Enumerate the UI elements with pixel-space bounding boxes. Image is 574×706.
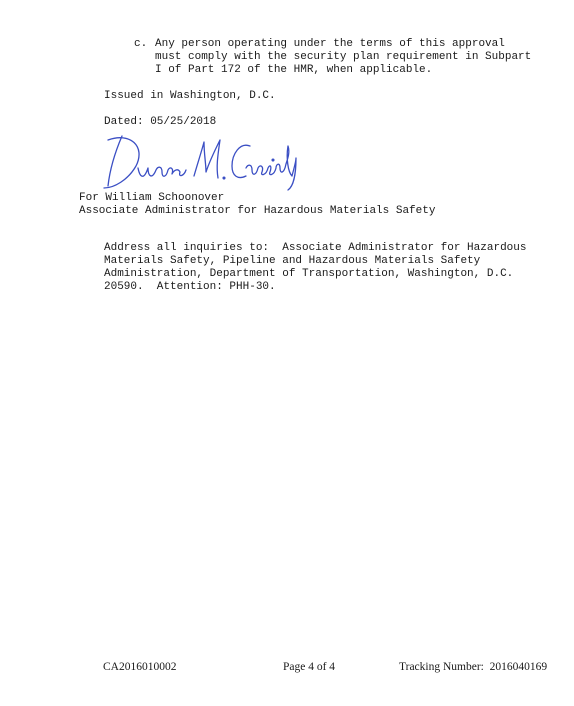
condition-item-line: Any person operating under the terms of this approval	[155, 38, 505, 50]
address-line: Address all inquiries to: Associate Administrator for Hazardous	[104, 242, 527, 254]
address-inquiries	[104, 242, 526, 294]
footer-tracking-number: Tracking Number: 2016040169	[399, 661, 548, 673]
address-line: Administration, Department of Transportation, Washington, D.C.	[104, 268, 514, 280]
signer-title: Associate Administrator for Hazardous Materials Safety	[79, 205, 436, 217]
footer-page-number: Page 4 of 4	[283, 661, 336, 673]
handwritten-signature	[100, 128, 300, 192]
condition-item-line: must comply with the security plan requirement in Subpart	[155, 51, 532, 63]
issue-date: Dated: 05/25/2018	[104, 116, 217, 128]
signer-for-line: For William Schoonover	[79, 192, 225, 204]
issued-location: Issued in Washington, D.C.	[104, 90, 276, 102]
condition-item-line: I of Part 172 of the HMR, when applicable.	[155, 64, 433, 76]
condition-item-text	[155, 38, 531, 77]
address-line: Materials Safety, Pipeline and Hazardous Materials Safety	[104, 255, 481, 267]
condition-item-label: c.	[134, 38, 148, 50]
address-line: 20590. Attention: PHH-30.	[104, 281, 276, 293]
footer-document-id: CA2016010002	[103, 661, 177, 673]
